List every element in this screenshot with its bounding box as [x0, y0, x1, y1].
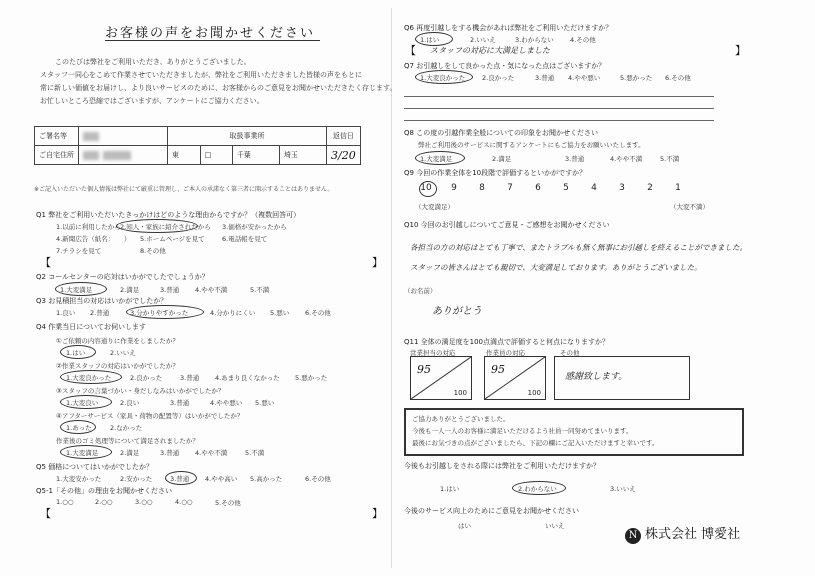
q4-c-text: ③スタッフの言葉づかい・身だしなみはいかがでしたか？ [56, 387, 225, 395]
q7-line-3 [404, 120, 714, 121]
q7-opt-6: 6.その他 [665, 74, 691, 82]
q6-answer-circle [415, 32, 453, 46]
q2-opt-5: 5.不満 [250, 286, 270, 294]
company-mark-icon: N [625, 528, 641, 544]
page-title: お客様の声をお聞かせください [105, 26, 316, 41]
redacted-name [83, 132, 99, 141]
q5-1-opt-3: 3.○○ [135, 498, 153, 506]
q11-score-box-1 [410, 356, 472, 400]
date-value: 3/20 [327, 146, 361, 165]
q4-b-opt-4: 4.あまり良くなかった [215, 374, 280, 382]
q9-answer-circle [419, 181, 437, 197]
q9-scale-5: 5 [563, 183, 569, 193]
q7-opt-4: 4.やや悪い [568, 74, 601, 82]
q4-c-answer-circle [60, 395, 112, 409]
q3-text: Q3 お見積担当の対応はいかがでしたか？ [36, 297, 168, 305]
q5-1-opt-1: 1.○○ [56, 498, 74, 506]
q6-opt-1: 1.はい [420, 36, 440, 44]
branch-chiba: 千葉 [232, 146, 279, 165]
bottom-q-text: 今後のサービス向上のためにご意見をお聞かせください [404, 507, 579, 515]
notice-line-3: 最後にお気づきの点がございましたら、下記の欄にご記入いただけますと幸いです。 [412, 439, 659, 447]
q7-answer-circle [415, 70, 473, 84]
q2-answer-circle [55, 282, 107, 296]
q4-e-answer-circle [60, 445, 112, 459]
q3-opt-1: 1.良い [56, 309, 76, 317]
branch-label: 取扱事業所 [168, 127, 327, 146]
q7-line-2 [404, 108, 714, 109]
q6-opt-4: 4.その他 [570, 36, 596, 44]
q4-c-opt-2: 2.良い [120, 399, 140, 407]
q6-bracket-close: 】 [735, 44, 746, 57]
address-value [79, 146, 168, 165]
q11-label-3: その他 [560, 349, 580, 357]
q5-opt-6: 6.その他 [305, 475, 331, 483]
q9-text: Q9 今回の作業全体を10段階で評価するといかがですか？ [404, 169, 587, 177]
branch-saitama: 埼玉 [279, 146, 326, 165]
q9-right-label: （大変不満） [670, 203, 709, 211]
q9-scale-8: 8 [479, 183, 485, 193]
redacted-address-2 [103, 151, 131, 160]
q4-d-answer-circle [60, 420, 96, 434]
q4-d-opt-2: 2.なかった [110, 424, 143, 432]
q9-left-label: （大変満足） [415, 203, 454, 211]
q9-scale-10: 10 [420, 183, 432, 193]
q4-a-text: ①ご依頼の内容通りに作業をしましたか？ [56, 337, 179, 345]
bottom-opt-2: いいえ [545, 522, 565, 530]
q7-opt-3: 3.普通 [535, 74, 555, 82]
q9-scale-9: 9 [451, 183, 457, 193]
notice-line-1: ご協力ありがとうございました。 [412, 415, 510, 423]
q2-opt-3: 3.普通 [160, 286, 180, 294]
q1-opt-5: 5.ホームページを見て [140, 235, 205, 243]
q4-b-answer-circle [60, 370, 122, 384]
q4-c-opt-4: 4.やや悪い [210, 399, 243, 407]
q7-text: Q7 お引越しをして良かった点・気になった点はございますか？ [404, 62, 606, 70]
final-opt-1: 1.はい [440, 485, 460, 493]
q4-text: Q4 作業当日についてお伺いします [36, 323, 147, 331]
q4-d-opt-1: 1.あった [66, 424, 92, 432]
address-label: ご自宅住所 [35, 146, 79, 165]
q4-d-text: ④アフターサービス（家具・荷物の配置等）はいかがでしたか？ [56, 412, 244, 420]
q4-a-opt-1: 1.はい [66, 349, 86, 357]
date-label: 返信日 [327, 127, 361, 146]
q8-opt-1: 1.大変満足 [420, 155, 453, 163]
q5-1-opt-4: 4.○○ [175, 498, 193, 506]
q7-opt-2: 2.良かった [482, 74, 515, 82]
q3-opt-5: 5.悪い [270, 309, 290, 317]
q11-label-1: 営業担当の対応 [410, 349, 456, 357]
q9-scale-1: 1 [675, 183, 681, 193]
q6-bracket-open: 【 [405, 44, 416, 57]
q10-handwritten-2: スタッフの皆さんはとても親切で、大変満足しております。ありがとうございました。 [410, 263, 702, 272]
final-opt-3: 3.いいえ [610, 485, 636, 493]
q9-scale-2: 2 [647, 183, 653, 193]
q11-text: Q11 全体の満足度を100点満点で評価すると何点になりますか？ [404, 338, 610, 346]
q11-comment-box [554, 356, 690, 400]
q4-a-opt-2: 2.いいえ [110, 349, 136, 357]
q8-opt-4: 4.やや不満 [610, 155, 643, 163]
q5-opt-5: 5.高かった [250, 475, 283, 483]
q1-opt-3: 3.価格が安かったから [222, 223, 287, 231]
q5-1-bracket-close: 】 [372, 507, 383, 520]
final-q-text: 今後もお引越しをされる際には弊社をご利用いただけますか？ [404, 462, 600, 470]
final-answer-circle [512, 481, 566, 495]
q4-b-text: ②作業スタッフの対応はいかがでしたか？ [56, 362, 179, 370]
q4-e-opt-4: 4.やや不満 [195, 449, 228, 457]
title-underline [105, 40, 320, 41]
q8-answer-circle [415, 151, 465, 165]
redacted-address [83, 151, 99, 160]
q6-opt-3: 3.わからない [515, 36, 554, 44]
q6-text: Q6 再度引越しをする機会があれば弊社をご利用いただけますか？ [404, 24, 613, 32]
q3-answer-circle [126, 305, 204, 319]
intro-line-3: 常に新しい価値をお届けし、より良いサービスのために、お客様からのご意見をお聞かせいただきたく存じます。 [40, 84, 397, 92]
intro-line-1: このたびは弊社をご利用いただき、ありがとうございました。 [55, 58, 251, 66]
q11-score-2: 95 [491, 363, 505, 376]
q4-a-answer-circle [60, 345, 96, 359]
notice-box [404, 408, 744, 456]
q4-b-opt-3: 3.普通 [180, 374, 200, 382]
q1-opt-8: 8.その他 [140, 247, 166, 255]
intro-line-4: お忙しいところ恐縮ではございますが、アンケートにご協力ください。 [40, 97, 264, 105]
q4-e-opt-3: 3.普通 [160, 449, 180, 457]
q3-opt-4: 4.分かりにくい [210, 309, 256, 317]
q1-opt-7: 7.チラシを見て [56, 247, 102, 255]
q10-handwritten-1: 各担当の方の対応はとても丁寧で、またトラブルも無く無事にお引越しを終えることができました。 [410, 243, 748, 252]
q2-text: Q2 コールセンターの応対はいかがでしたでしょうか？ [36, 273, 209, 281]
q5-1-text: Q5-1「その他」の理由をお聞かせください [36, 487, 172, 495]
q8-sub: 弊社ご利用後のサービスに関するアンケートにもご協力をお願いいたします。 [418, 141, 645, 149]
q5-1-opt-2: 2.○○ [95, 498, 113, 506]
q10-text: Q10 今回のお引越しについてご意見・ご感想をお聞かせください [404, 221, 610, 229]
q4-c-opt-1: 1.大変良い [66, 399, 99, 407]
q11-score-1: 95 [417, 363, 431, 376]
q10-signature: ありがとう [432, 306, 482, 317]
intro-line-2: スタッフ一同心をこめて作業させていただきましたが、弊社をご利用いただきました皆様の声をもとに [40, 71, 362, 79]
q8-opt-2: 2.満足 [492, 155, 512, 163]
notice-line-2: 今後も一人一人のお客様に満足いただけるよう社員一同努めてまいります。 [412, 427, 633, 435]
q5-opt-3: 3.普通 [170, 475, 190, 483]
q3-opt-2: 2.普通 [90, 309, 110, 317]
q5-1-opt-5: 5.その他 [215, 499, 241, 507]
company-name: 株式会社 博愛社 [645, 527, 741, 542]
customer-value [79, 127, 168, 146]
q4-c-opt-3: 3.普通 [170, 399, 190, 407]
bottom-opt-1: はい [458, 522, 471, 530]
q1-opt-1: 1.以前に利用したから [56, 223, 121, 231]
q1-opt-2: 2.知人・家族に紹介されたから [120, 223, 211, 231]
q4-e-opt-5: 5.不満 [245, 449, 265, 457]
q5-opt-4: 4.やや高い [205, 475, 238, 483]
q11-max-1: 100 [453, 389, 467, 397]
q8-opt-3: 3.普通 [565, 155, 585, 163]
q2-opt-1: 1.大変満足 [60, 286, 93, 294]
company-logo [625, 523, 740, 544]
q1-answer-circle [116, 219, 198, 233]
q1-bracket-close: 】 [372, 256, 383, 269]
q8-opt-5: 5.不満 [660, 155, 680, 163]
q5-text: Q5 価格についてはいかがでしたか？ [36, 463, 154, 471]
q7-opt-5: 5.悪かった [620, 74, 653, 82]
q1-bracket-open: 【 [40, 256, 51, 269]
q4-b-opt-5: 5.悪かった [295, 374, 328, 382]
q11-label-2: 作業員の対応 [486, 349, 525, 357]
q9-scale-3: 3 [619, 183, 625, 193]
q5-1-bracket-open: 【 [40, 507, 51, 520]
q9-scale [412, 183, 692, 193]
privacy-note: ※ご記入いただいた個人情報は弊社にて厳重に管理し、ご本人の承諾なく第三者に開示することはありません。 [34, 186, 334, 193]
q4-e-text: 作業後のゴミ処理等について満足されましたか？ [56, 437, 199, 445]
final-opt-2: 2.わからない [518, 485, 557, 493]
q11-comment: 感謝致します。 [565, 372, 628, 382]
q11-max-2: 100 [527, 389, 541, 397]
branch-center: □ [200, 146, 232, 165]
q11-score-box-2 [484, 356, 546, 400]
q2-opt-4: 4.やや不満 [195, 286, 228, 294]
customer-info-table [34, 126, 361, 165]
q4-e-opt-1: 1.大変満足 [66, 449, 99, 457]
q7-opt-1: 1.大変良かった [420, 74, 466, 82]
q4-c-opt-5: 5.悪い [255, 399, 275, 407]
q1-opt-6: 6.電話帳を見て [222, 235, 268, 243]
q2-opt-2: 2.満足 [120, 286, 140, 294]
q1-opt-4: 4.新聞広告（紙名： ） [56, 235, 131, 243]
q8-text: Q8 この度の引越作業全般についての印象をお聞かせください [404, 129, 599, 137]
q9-scale-7: 7 [507, 183, 513, 193]
q6-opt-2: 2.いいえ [470, 36, 496, 44]
q10-sign-label: （お名前） [404, 287, 437, 295]
q9-scale-6: 6 [535, 183, 541, 193]
q7-line-1 [404, 96, 714, 97]
q4-b-opt-1: 1.大変良かった [66, 374, 112, 382]
q5-answer-circle [165, 471, 197, 485]
q6-handwritten: スタッフの対応に大満足しました [430, 46, 550, 55]
q1-text: Q1 弊社をご利用いただいたきっかけはどのような理由からですか？（複数回答可） [36, 211, 301, 219]
q4-b-opt-2: 2.良かった [130, 374, 163, 382]
q9-scale-4: 4 [591, 183, 597, 193]
q5-opt-1: 1.大変安かった [56, 475, 102, 483]
q4-e-opt-2: 2.満足 [120, 449, 140, 457]
branch-east: 東 [168, 146, 201, 165]
q3-opt-6: 6.その他 [305, 309, 331, 317]
q3-opt-3: 3.分かりやすかった [130, 309, 189, 317]
customer-label: ご署名等 [35, 127, 79, 146]
q5-opt-2: 2.安かった [120, 475, 153, 483]
